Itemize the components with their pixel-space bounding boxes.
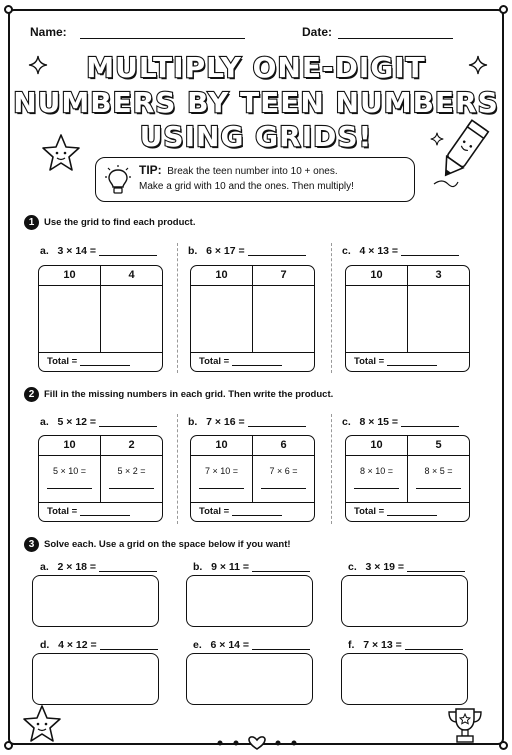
tip-line-1: Break the teen number into 10 + ones. <box>167 166 338 177</box>
problem-2b: b. 7 × 16 = <box>188 416 306 428</box>
work-space-box[interactable] <box>341 653 468 705</box>
date-label: Date: <box>302 25 333 39</box>
sparkle-icon <box>28 55 48 75</box>
answer-line[interactable] <box>252 649 310 650</box>
answer-line[interactable] <box>99 426 157 427</box>
area-grid[interactable]: 10 3 Total = <box>345 265 470 372</box>
problem-3f: f. 7 × 13 = <box>348 639 463 651</box>
answer-line[interactable] <box>405 649 463 650</box>
problem-3b: b. 9 × 11 = <box>193 561 310 573</box>
problem-3d: d. 4 × 12 = <box>40 639 158 651</box>
section-2-heading <box>24 387 333 402</box>
corner-dot-icon <box>499 741 508 750</box>
problem-1a: a. 3 × 14 = <box>40 245 157 257</box>
section-number: 1 <box>24 215 39 230</box>
name-label: Name: <box>30 25 67 39</box>
sparkle-icon <box>468 55 488 75</box>
answer-line[interactable] <box>401 426 459 427</box>
work-space-box[interactable] <box>186 575 313 627</box>
answer-line[interactable] <box>401 255 459 256</box>
divider <box>177 414 178 524</box>
problem-3c: c. 3 × 19 = <box>348 561 465 573</box>
trophy-icon <box>442 705 488 745</box>
problem-3e: e. 6 × 14 = <box>193 639 310 651</box>
smiling-star-icon <box>40 133 82 173</box>
section-number: 2 <box>24 387 39 402</box>
corner-dot-icon <box>499 5 508 14</box>
footer-ornament <box>196 734 318 752</box>
corner-dot-icon <box>4 741 13 750</box>
title-line-2: NUMBERS BY TEEN NUMBERS <box>13 86 499 119</box>
problem-1c: c. 4 × 13 = <box>342 245 459 257</box>
section-instruction: Fill in the missing numbers in each grid. Then write the product. <box>44 389 334 400</box>
problem-2c: c. 8 × 15 = <box>342 416 459 428</box>
area-grid[interactable]: 10 7 Total = <box>190 265 315 372</box>
work-space-box[interactable] <box>341 575 468 627</box>
problem-1b: b. 6 × 17 = <box>188 245 306 257</box>
corner-dot-icon <box>4 5 13 14</box>
work-space-box[interactable] <box>32 653 159 705</box>
date-field[interactable] <box>338 38 453 39</box>
tip-label: TIP: <box>139 163 162 177</box>
answer-line[interactable] <box>99 571 157 572</box>
answer-line[interactable] <box>99 255 157 256</box>
answer-line[interactable] <box>252 571 310 572</box>
answer-line[interactable] <box>100 649 158 650</box>
section-instruction: Use the grid to find each product. <box>44 217 196 228</box>
section-1-heading <box>24 215 195 230</box>
pencil-character-icon <box>428 112 498 192</box>
answer-line[interactable] <box>248 255 306 256</box>
title-line-1: MULTIPLY ONE-DIGIT <box>86 51 426 84</box>
divider <box>177 243 178 373</box>
problem-2a: a. 5 × 12 = <box>40 416 157 428</box>
smiling-star-icon <box>20 704 64 744</box>
area-grid[interactable]: 10 5 8 × 10 = 8 × 5 = Total = <box>345 435 470 522</box>
work-space-box[interactable] <box>186 653 313 705</box>
title-line-3: USING GRIDS! <box>139 120 373 153</box>
work-space-box[interactable] <box>32 575 159 627</box>
lightbulb-icon <box>105 164 131 196</box>
section-number: 3 <box>24 537 39 552</box>
name-field[interactable] <box>80 38 245 39</box>
answer-line[interactable] <box>248 426 306 427</box>
tip-box <box>95 157 415 202</box>
area-grid[interactable]: 10 6 7 × 10 = 7 × 6 = Total = <box>190 435 315 522</box>
problem-3a: a. 2 × 18 = <box>40 561 157 573</box>
area-grid[interactable]: 10 4 Total = <box>38 265 163 372</box>
divider <box>331 243 332 373</box>
divider <box>331 414 332 524</box>
section-instruction: Solve each. Use a grid on the space below if you want! <box>44 539 291 550</box>
section-3-heading <box>24 537 291 552</box>
area-grid[interactable]: 10 2 5 × 10 = 5 × 2 = Total = <box>38 435 163 522</box>
answer-line[interactable] <box>407 571 465 572</box>
tip-line-2: Make a grid with 10 and the ones. Then multiply! <box>139 181 354 192</box>
